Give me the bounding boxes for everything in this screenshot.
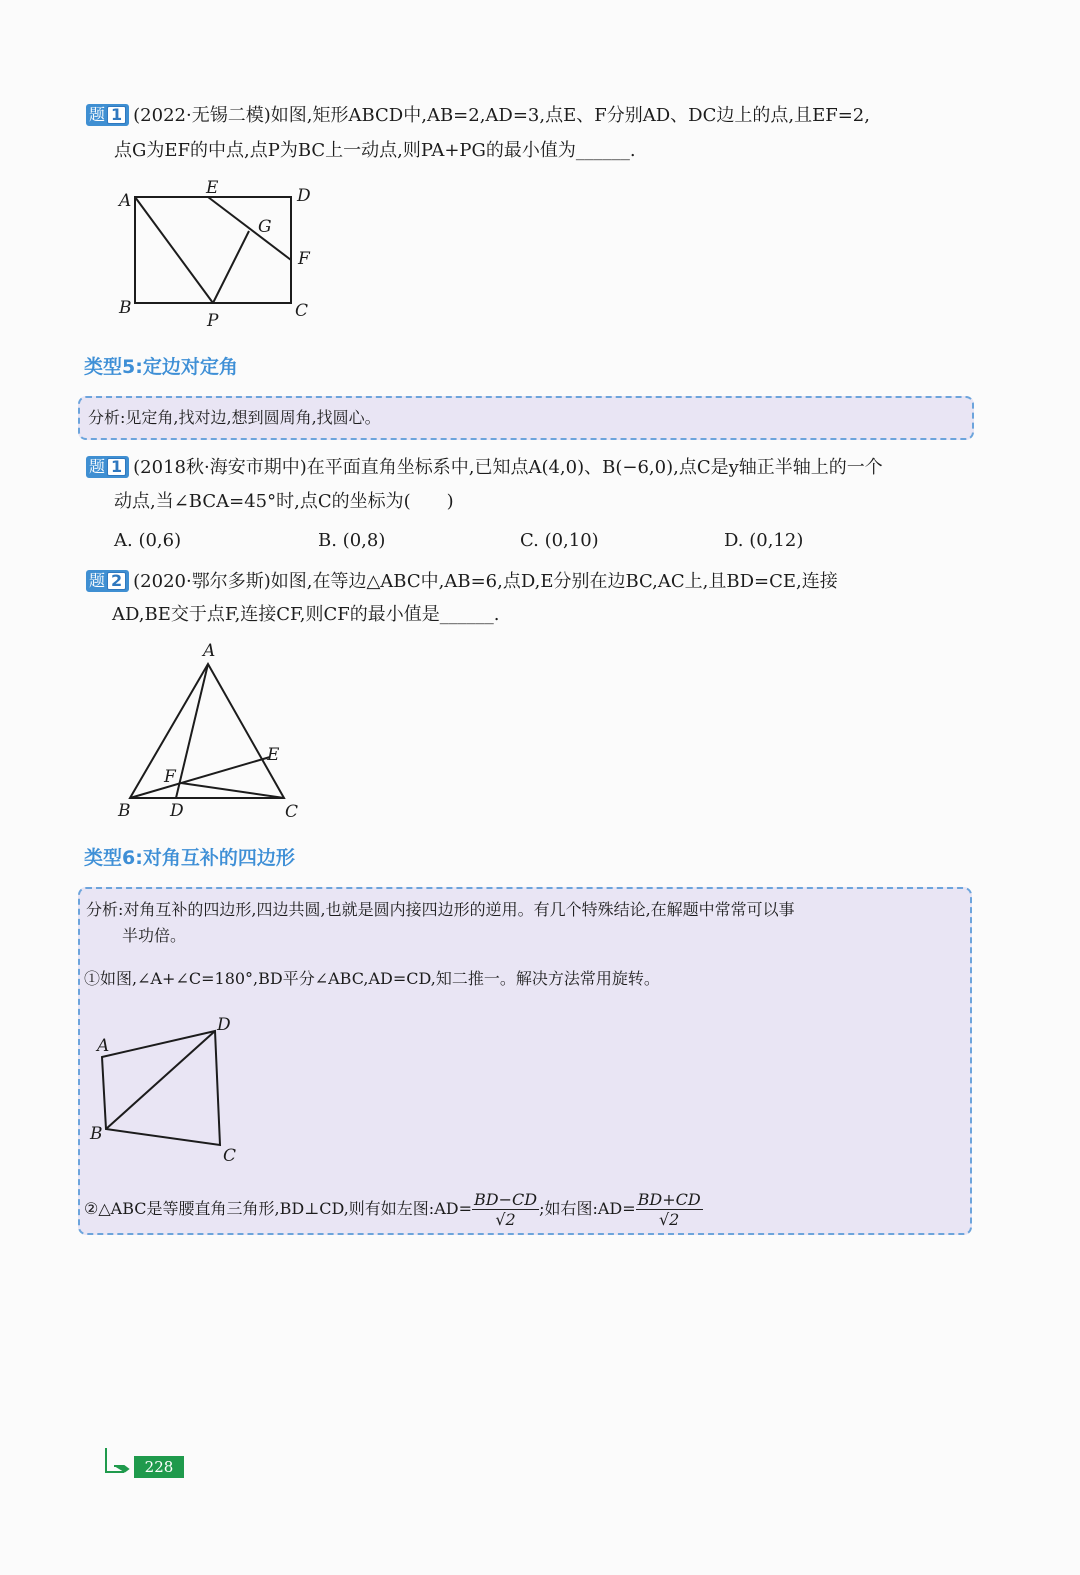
problem-5-1-line1: 题 1 (2018秋·海安市期中)在平面直角坐标系中,已知点A(4,0)、B(−6,0),点C是y轴正半轴上的一个 [86,456,883,480]
label-C: C [285,802,299,822]
section-6-item-1: ①如图,∠A+∠C=180°,BD平分∠ABC,AD=CD,知二推一。解决方法常用旋转。 [84,969,660,988]
label-G: G [258,217,272,237]
label-D: D [297,186,311,206]
rectangle-figure [110,176,330,336]
section-6-title: 类型6:对角互补的四边形 [84,847,295,869]
section-6-item-2: ②△ABC是等腰直角三角形,BD⊥CD,则有如左图:AD= $\frac{BD-CD}{√2}$ ;如右图:AD= $\frac{BD+CD}{√2}$ [84,1190,701,1229]
label-F: F [298,249,310,269]
quadrilateral-figure [82,1011,252,1171]
option-b[interactable]: B. (0,8) [318,530,386,551]
problem-tag: 题 1 [86,456,129,478]
problem-5-1-line2: 动点,当∠BCA=45°时,点C的坐标为( ) [114,491,454,512]
option-d[interactable]: D. (0,12) [724,530,804,551]
label-A: A [203,641,216,661]
page-number-badge [104,1444,188,1480]
option-a[interactable]: A. (0,6) [114,530,182,551]
label-B: B [118,801,131,821]
label-B: B [90,1124,103,1144]
label-D: D [217,1015,231,1035]
problem-tag: 题 2 [86,570,129,592]
problem-5-2-line1: 题 2 (2020·鄂尔多斯)如图,在等边△ABC中,AB=6,点D,E分别在边BC,AC上,且BD=CE,连接 [86,570,838,594]
label-F: F [164,767,176,787]
section-5-analysis-box [78,396,974,440]
section-6-analysis-line1: 分析:对角互补的四边形,四边共圆,也就是圆内接四边形的逆用。有几个特殊结论,在解题中常常可以事 [86,900,795,919]
section-5-title: 类型5:定边对定角 [84,356,238,378]
label-P: P [207,311,219,331]
section-6-analysis-box [78,887,972,1235]
fraction-left: $\frac{BD-CD}{√2}$ [474,1190,538,1229]
problem-tag: 题 1 [86,104,129,126]
page-number: 228 [134,1456,184,1478]
problem-1-line1: 题 1 (2022·无锡二模)如图,矩形ABCD中,AB=2,AD=3,点E、F分别AD、DC边上的点,且EF=2, [86,104,870,128]
section-6-analysis-line2: 半功倍。 [122,926,187,945]
label-A: A [119,191,132,211]
fraction-right: $\frac{BD+CD}{√2}$ [637,1190,701,1229]
label-D: D [170,801,184,821]
problem-1-line2: 点G为EF的中点,点P为BC上一动点,则PA+PG的最小值为______. [114,140,636,161]
label-E: E [206,178,219,198]
option-c[interactable]: C. (0,10) [520,530,599,551]
label-B: B [119,298,132,318]
problem-5-2-line2: AD,BE交于点F,连接CF,则CF的最小值是______. [112,604,500,625]
label-C: C [295,301,309,321]
triangle-figure [108,636,308,824]
label-C: C [223,1146,237,1166]
section-5-analysis: 分析:见定角,找对边,想到圆周角,找圆心。 [88,408,381,427]
label-E: E [267,745,280,765]
label-A: A [97,1036,110,1056]
